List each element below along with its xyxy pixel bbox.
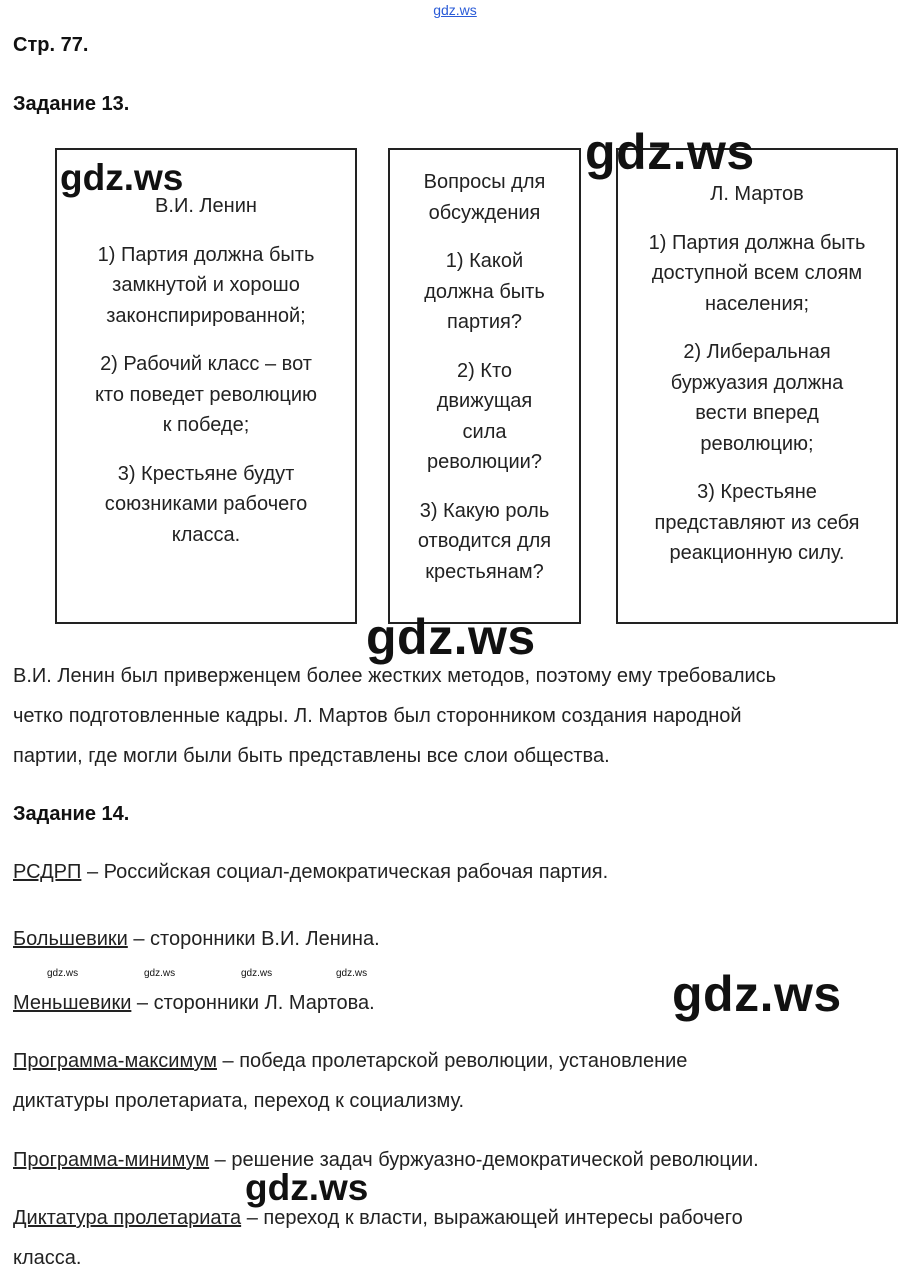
martov-point2-line1: 2) Либеральная	[683, 341, 831, 363]
definition-text: – сторонники Л. Мартова.	[131, 992, 375, 1014]
question2-line3: сила	[462, 420, 507, 443]
definition-text: – Российская социал-демократическая рабочая партия.	[81, 861, 609, 883]
definition-term: Диктатура пролетариата	[13, 1207, 242, 1229]
watermark-middle: gdz.ws	[366, 609, 536, 665]
definition-text-line2: диктатуры пролетариата, переход к социализму.	[13, 1090, 465, 1112]
lenin-box	[55, 148, 357, 624]
definition-dictatorship	[13, 1198, 903, 1278]
lenin-name: В.И. Ленин	[155, 195, 257, 217]
definition-term: Программа-максимум	[13, 1050, 217, 1072]
question1-line1: 1) Какой	[445, 250, 524, 272]
conclusion-line1: В.И. Ленин был приверженцем более жестких методов, поэтому ему требовались	[13, 665, 777, 687]
definition-term: Меньшевики	[13, 992, 132, 1014]
question2-line2: движущая	[436, 390, 533, 412]
question3-line1: 3) Какую роль	[419, 499, 550, 522]
martov-point3-line2: представляют из себя	[654, 511, 860, 534]
page-label: Стр. 77.	[13, 34, 89, 56]
watermark-box1: gdz.ws	[60, 157, 184, 198]
task13-conclusion	[13, 656, 903, 776]
question3-line2: отводится для	[417, 530, 552, 552]
definition-bolsheviks	[13, 919, 903, 959]
watermark-small-3: gdz.ws	[241, 968, 273, 979]
lenin-point3-line2: союзниками рабочего	[104, 493, 308, 515]
lenin-point2-line2: кто поведет революцию	[94, 383, 318, 406]
question3-line3: крестьянам?	[425, 560, 544, 583]
martov-point2-line2: буржуазия должна	[670, 371, 844, 394]
question1-line2: должна быть	[424, 280, 545, 303]
definition-text-line2: класса.	[13, 1247, 82, 1269]
question1-line3: партия?	[447, 311, 522, 333]
martov-point1-line2: доступной всем слоям	[651, 262, 863, 284]
definition-text: – сторонники В.И. Ленина.	[127, 928, 380, 950]
definition-program-minimum	[13, 1140, 903, 1180]
lenin-point3-line3: класса.	[171, 523, 241, 546]
question2-line4: революции?	[427, 451, 542, 473]
lenin-point2-line1: 2) Рабочий класс – вот	[100, 353, 312, 375]
watermark-bottom: gdz.ws	[245, 1167, 369, 1208]
definition-term: Программа-минимум	[13, 1149, 210, 1171]
martov-point1-line1: 1) Партия должна быть	[648, 231, 866, 254]
martov-point3-line3: реакционную силу.	[669, 542, 845, 564]
definition-program-maximum	[13, 1041, 903, 1121]
conclusion-line3: партии, где могли были быть представлены все слои общества.	[13, 745, 610, 767]
lenin-point3-line1: 3) Крестьяне будут	[117, 462, 295, 485]
martov-point2-line4: революцию;	[700, 432, 814, 455]
watermark-small-4: gdz.ws	[336, 968, 368, 979]
lenin-point2-line3: к победе;	[162, 414, 250, 436]
definition-rsdrp	[13, 852, 903, 892]
lenin-point1-line3: законспирированной;	[106, 304, 306, 327]
definition-term: Большевики	[13, 928, 128, 950]
task13-title: Задание 13.	[13, 93, 130, 115]
martov-point2-line3: вести вперед	[695, 402, 819, 424]
definition-term: РСДРП	[13, 861, 82, 883]
top-watermark-link[interactable]: gdz.ws	[433, 2, 477, 18]
watermark-right: gdz.ws	[672, 966, 842, 1022]
watermark-box3: gdz.ws	[585, 124, 755, 180]
definition-text: – переход к власти, выражающей интересы рабочего	[241, 1207, 743, 1229]
conclusion-line2: четко подготовленные кадры. Л. Мартов был сторонником создания народной	[13, 705, 742, 727]
martov-point3-line1: 3) Крестьяне	[697, 481, 817, 503]
martov-name: Л. Мартов	[710, 183, 804, 205]
task14-title: Задание 14.	[13, 803, 130, 825]
definition-text: – решение задач буржуазно-демократической революции.	[209, 1149, 759, 1171]
questions-title-line2: обсуждения	[428, 201, 541, 224]
question2-line1: 2) Кто	[456, 359, 513, 382]
questions-title-line1: Вопросы для	[423, 171, 546, 193]
martov-point1-line3: населения;	[704, 292, 810, 315]
martov-box	[616, 148, 898, 624]
definition-text: – победа пролетарской революции, установление	[216, 1050, 688, 1072]
watermark-small-1: gdz.ws	[47, 968, 79, 979]
questions-box	[388, 148, 581, 624]
watermark-small-2: gdz.ws	[144, 968, 176, 979]
lenin-point1-line1: 1) Партия должна быть	[97, 243, 315, 266]
lenin-point1-line2: замкнутой и хорошо	[112, 274, 300, 296]
